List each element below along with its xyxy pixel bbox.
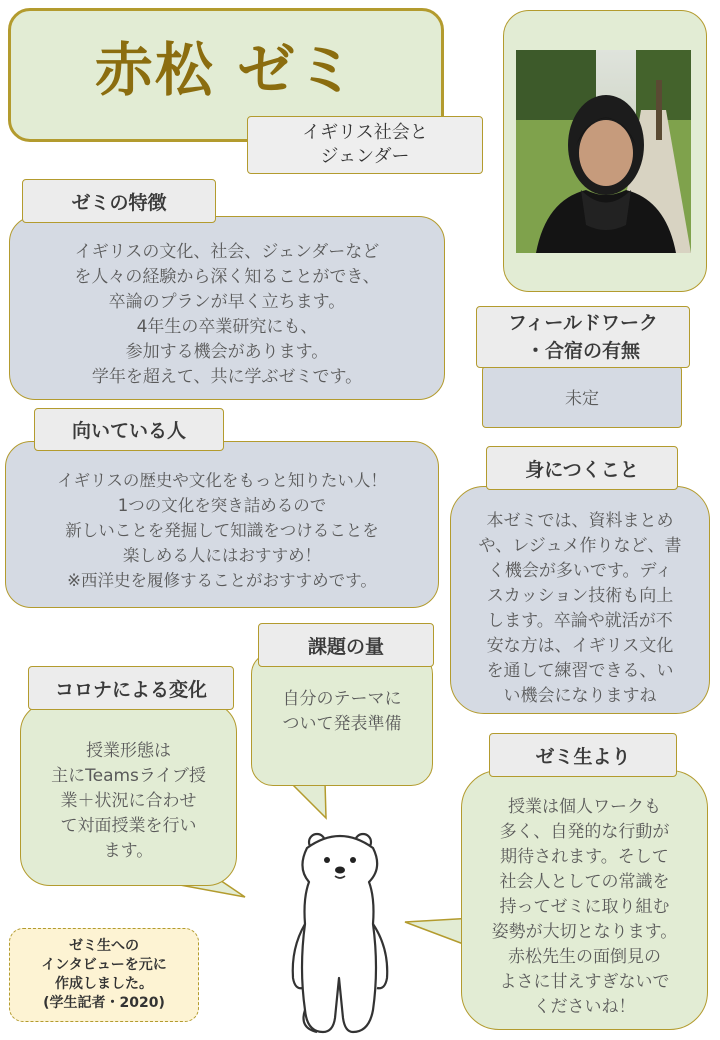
- features-text: イギリスの文化、社会、ジェンダーなど を人々の経験から深く知ることができ、 卒論のプランが早く立ちます。 4年生の卒業研究にも、 参加する機会があります。 学年を超えて、共に学ぶゼミです。: [9, 216, 445, 400]
- students-text: 授業は個人ワークも 多く、自発的な行動が 期待されます。そして 社会人としての常識を 持ってゼミに取り組む 姿勢が大切となります。 赤松先生の面倒見の よさに甘えすぎないで くださいね！: [461, 770, 708, 1030]
- assignments-tail: [290, 782, 326, 818]
- suited-text: イギリスの歴史や文化をもっと知りたい人！ 1つの文化を突き詰めるので 新しいことを発掘して知識をつけることを 楽しめる人にはおすすめ！ ※西洋史を履修することがおすすめです。: [5, 441, 439, 608]
- corona-heading: コロナによる変化: [28, 666, 234, 710]
- students-heading: ゼミ生より: [489, 733, 677, 777]
- polar-bear-illustration: [277, 828, 407, 1038]
- assignments-heading: 課題の量: [258, 623, 434, 667]
- fieldwork-text: 未定: [482, 366, 682, 428]
- assignments-text: 自分のテーマに ついて発表準備: [251, 652, 433, 786]
- subtitle-box: イギリス社会と ジェンダー: [247, 116, 483, 174]
- features-heading: ゼミの特徴: [22, 179, 216, 223]
- suited-heading: 向いている人: [34, 408, 224, 451]
- skills-heading: 身につくこと: [486, 446, 678, 490]
- corona-text: 授業形態は 主にTeamsライブ授 業＋状況に合わせ て対面授業を行い ます。: [20, 702, 237, 886]
- fieldwork-heading: フィールドワーク ・合宿の有無: [476, 306, 690, 368]
- page-title: 赤松 ゼミ: [94, 36, 358, 104]
- skills-text: 本ゼミでは、資料まとめ や、レジュメ作りなど、書 く機会が多いです。ディ スカッション技術も向上 します。卒論や就活が不 安な方は、イギリス文化 を通して練習できる、い い機会になりますね: [450, 486, 710, 714]
- source-note: ゼミ生への インタビューを元に 作成しました。 (学生記者・2020): [9, 928, 199, 1022]
